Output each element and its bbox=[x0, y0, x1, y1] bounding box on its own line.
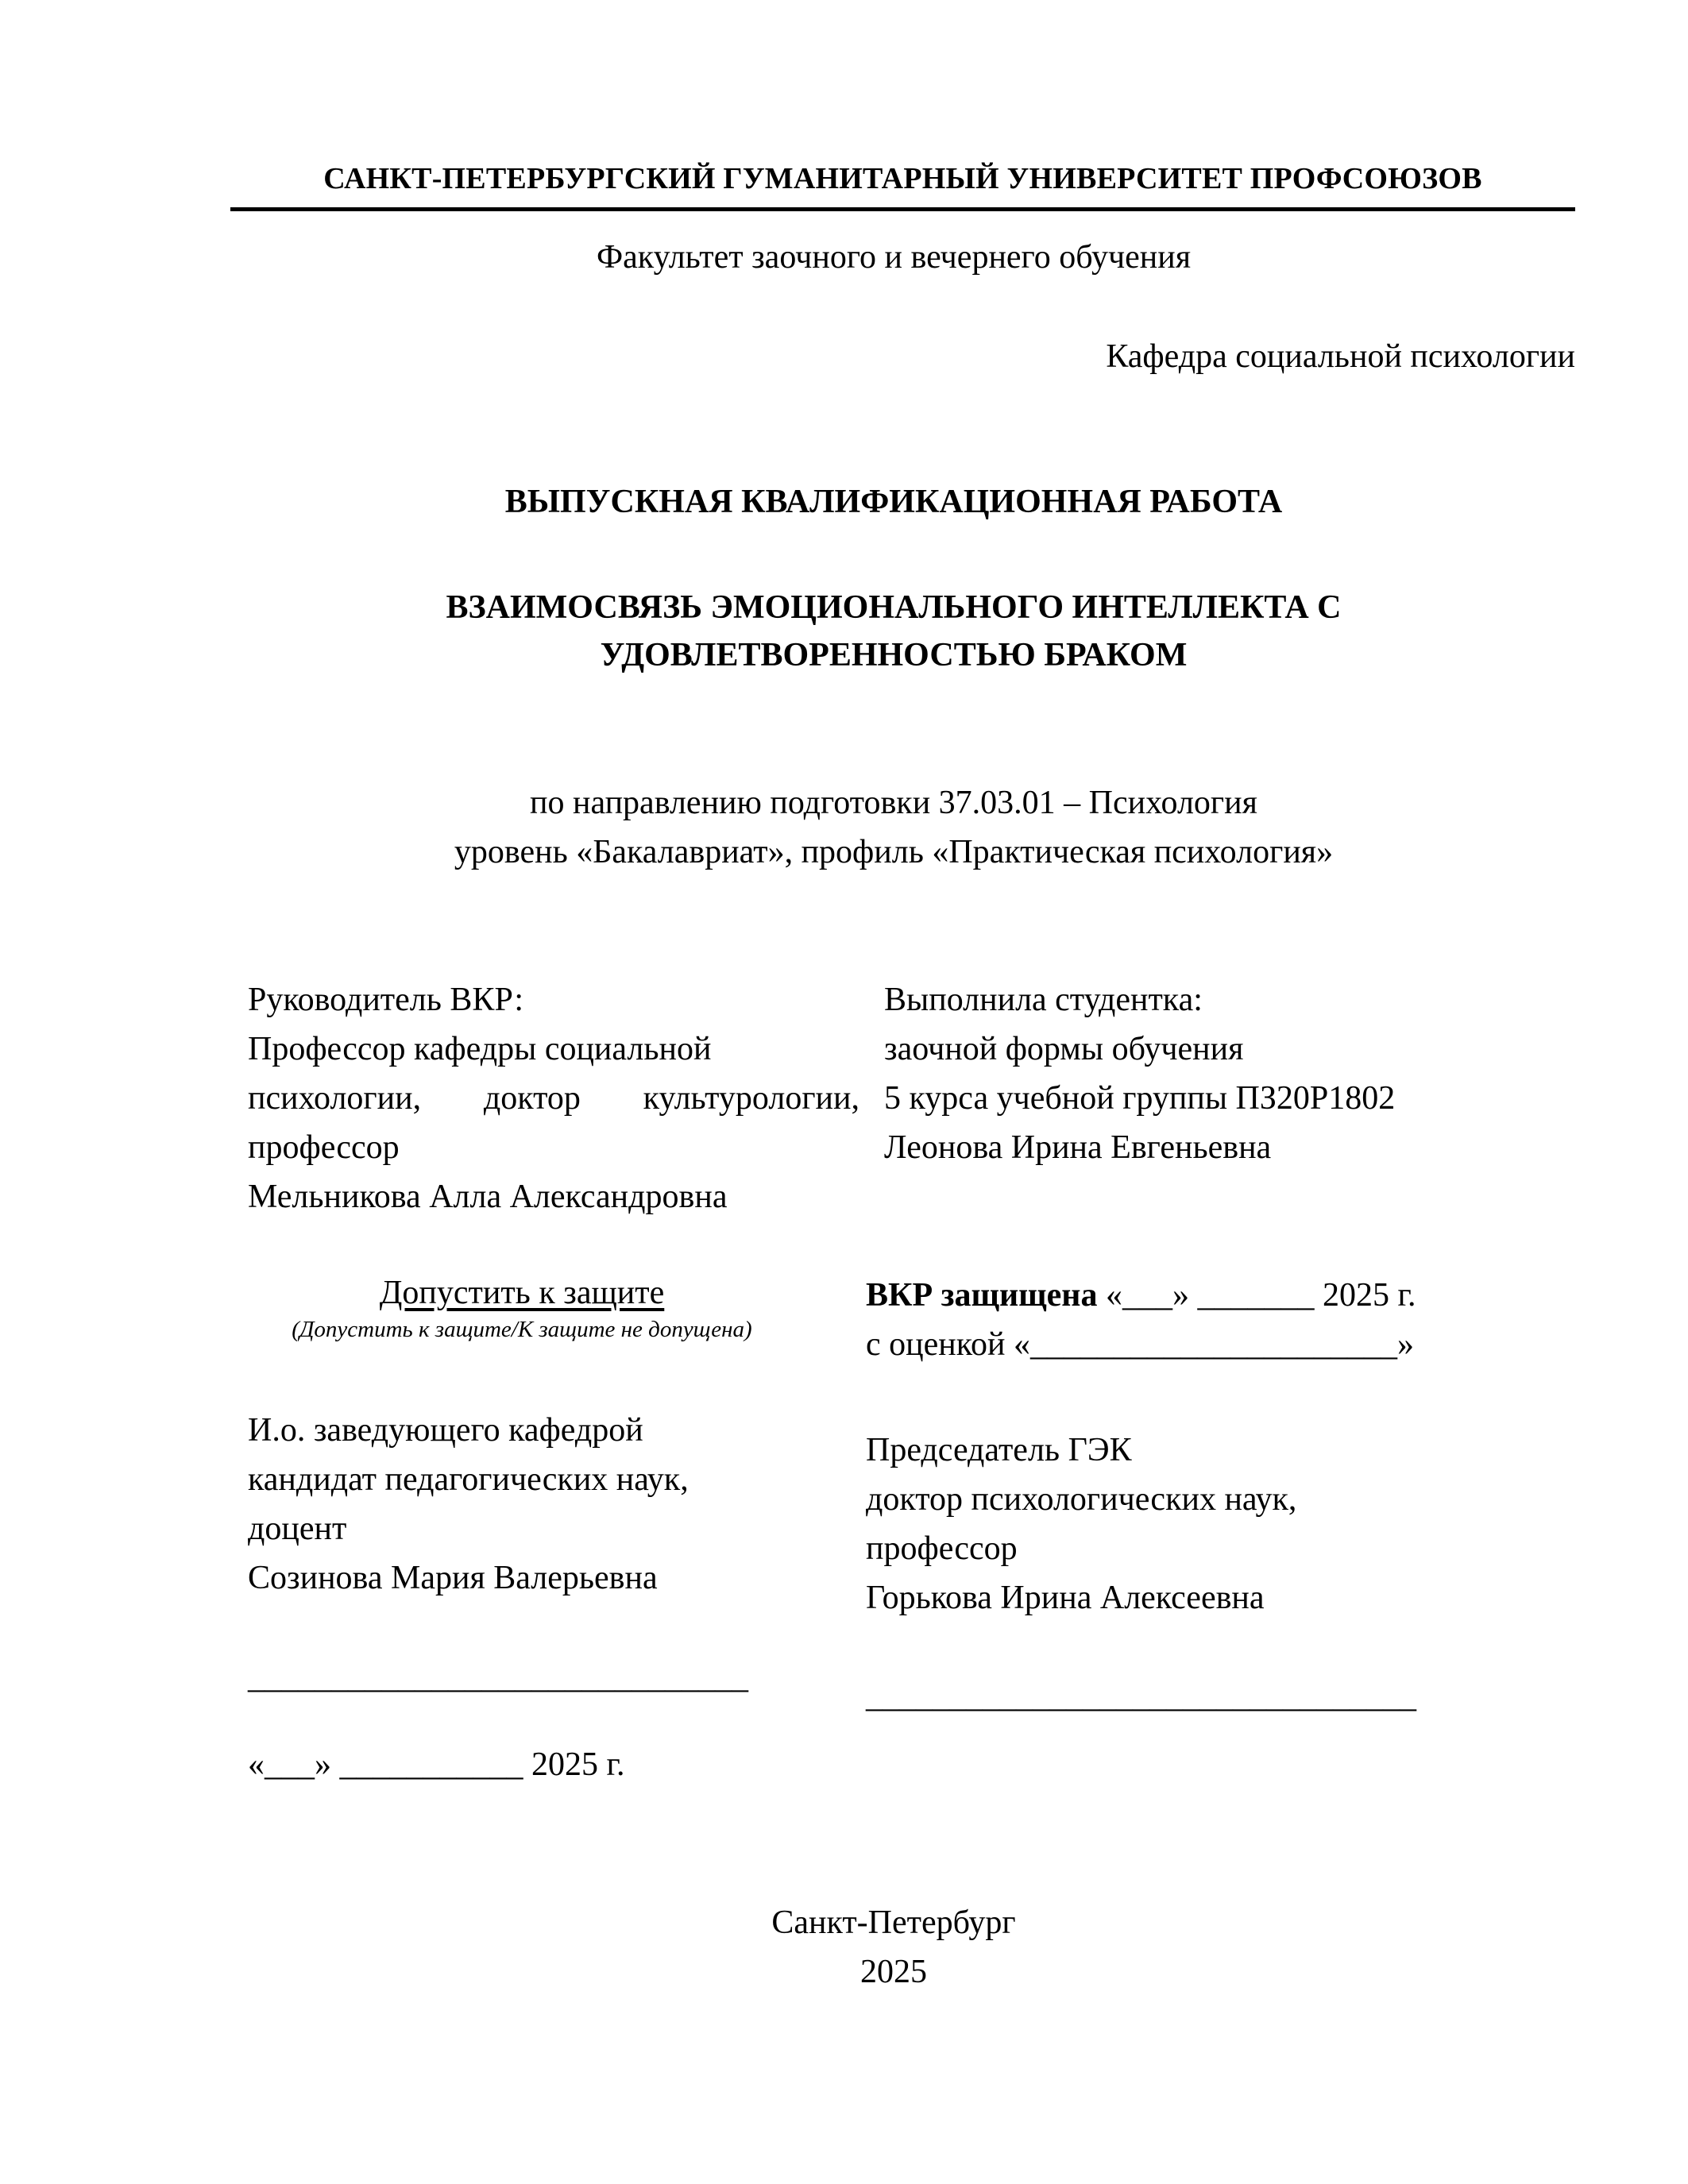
thesis-title-line: УДОВЛЕТВОРЕННОСТЬЮ БРАКОМ bbox=[600, 637, 1188, 673]
head-signature-line: ______________________________ bbox=[248, 1659, 748, 1696]
head-position-line: кандидат педагогических наук, bbox=[248, 1461, 689, 1498]
student-info-line: заочной формы обучения bbox=[884, 1031, 1244, 1067]
admission-decision: Допустить к защите bbox=[379, 1275, 665, 1311]
head-position-line: И.о. заведующего кафедрой bbox=[248, 1412, 643, 1449]
thesis-title bbox=[0, 584, 1688, 679]
supervisor-label: Руководитель ВКР: bbox=[248, 982, 524, 1018]
chair-position-line: профессор bbox=[866, 1530, 1018, 1567]
university-name: САНКТ-ПЕТЕРБУРГСКИЙ ГУМАНИТАРНЫЙ УНИВЕРСИТЕТ ПРОФСОЮЗОВ bbox=[323, 162, 1482, 195]
head-position-line: доцент bbox=[248, 1511, 347, 1547]
chair-name: Горькова Ирина Алексеевна bbox=[866, 1580, 1265, 1616]
defense-label: ВКР защищена bbox=[866, 1277, 1098, 1314]
defense-block bbox=[866, 1271, 1416, 1369]
supervisor-position-line: психологии, доктор культурологии, bbox=[248, 1080, 859, 1117]
footer-place-year bbox=[0, 1898, 1688, 1997]
chair-signature-line: _________________________________ bbox=[866, 1678, 1416, 1715]
admission-hint: (Допустить к защите/К защите не допущена) bbox=[292, 1317, 752, 1342]
head-of-department-block bbox=[248, 1406, 689, 1603]
student-block bbox=[884, 975, 1395, 1172]
work-type-heading: ВЫПУСКНАЯ КВАЛИФИКАЦИОННАЯ РАБОТА bbox=[504, 484, 1283, 520]
direction-line: по направлению подготовки 37.03.01 – Психология bbox=[530, 785, 1257, 821]
admission-block bbox=[248, 1271, 796, 1344]
chair-position-line: Председатель ГЭК bbox=[866, 1432, 1132, 1468]
footer-year: 2025 bbox=[860, 1954, 927, 1990]
faculty-name: Факультет заочного и вечернего обучения bbox=[596, 239, 1192, 276]
header-rule bbox=[230, 207, 1575, 211]
supervisor-position-line: профессор bbox=[248, 1129, 400, 1166]
footer-city: Санкт-Петербург bbox=[771, 1904, 1016, 1941]
defense-grade-field: с оценкой «______________________» bbox=[866, 1326, 1414, 1363]
supervisor-block bbox=[248, 975, 859, 1221]
thesis-title-line: ВЗАИМОСВЯЗЬ ЭМОЦИОНАЛЬНОГО ИНТЕЛЛЕКТА С bbox=[446, 589, 1342, 626]
supervisor-position-line: Профессор кафедры социальной bbox=[248, 1031, 712, 1067]
study-direction bbox=[0, 778, 1688, 877]
supervisor-name: Мельникова Алла Александровна bbox=[248, 1179, 728, 1215]
student-info-line: 5 курса учебной группы ПЗ20Р1802 bbox=[884, 1080, 1396, 1117]
student-name: Леонова Ирина Евгеньевна bbox=[884, 1129, 1272, 1166]
head-signature-date: «___» ___________ 2025 г. bbox=[248, 1746, 625, 1783]
head-name: Созинова Мария Валерьевна bbox=[248, 1560, 658, 1596]
defense-date-field: «___» _______ 2025 г. bbox=[1097, 1277, 1416, 1314]
department-name: Кафедра социальной психологии bbox=[1106, 338, 1575, 375]
direction-line: уровень «Бакалавриат», профиль «Практическая психология» bbox=[454, 834, 1334, 870]
chair-position-line: доктор психологических наук, bbox=[866, 1481, 1297, 1518]
student-label: Выполнила студентка: bbox=[884, 982, 1203, 1018]
commission-chair-block bbox=[866, 1426, 1296, 1623]
defense-date-line bbox=[866, 1271, 1416, 1320]
